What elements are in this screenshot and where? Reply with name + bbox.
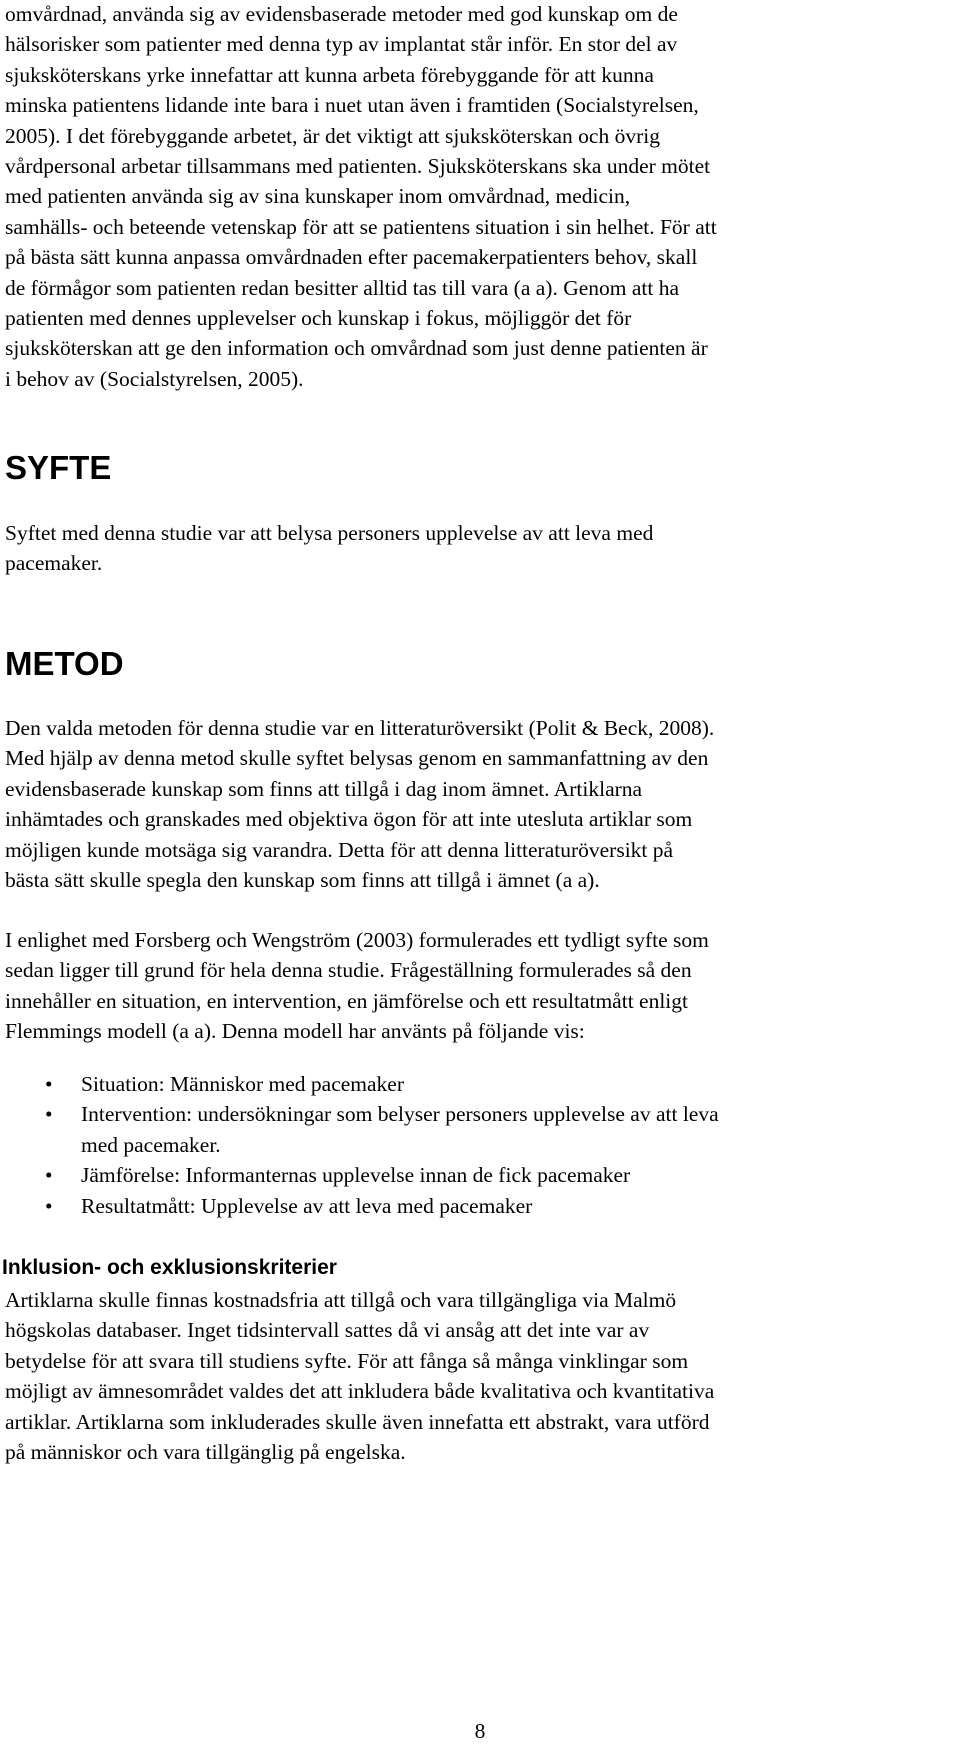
- text-line: I enlighet med Forsberg och Wengström (2003) formulerades ett tydligt syfte som: [5, 928, 709, 952]
- inklusion-heading: Inklusion- och exklusionskriterier: [2, 1256, 337, 1279]
- list-item: [5, 1191, 950, 1221]
- inklusion-paragraph: [5, 1285, 714, 1467]
- text-line: inhämtades och granskades med objektiva ögon för att inte utesluta artiklar som: [5, 807, 693, 832]
- text-line: artiklar. Artiklarna som inkluderades skulle även innefatta ett abstrakt, vara utförd: [5, 1409, 710, 1434]
- text-line: sjuksköterskan att ge den information och omvårdnad som just denne patienten är: [5, 336, 708, 361]
- text-line: sedan ligger till grund för hela denna studie. Frågeställning formulerades så den: [5, 958, 692, 983]
- text-line: Jämförelse: Informanternas upplevelse innan de fick pacemaker: [81, 1163, 631, 1188]
- text-line: med patienten använda sig av sina kunskaper inom omvårdnad, medicin,: [5, 184, 631, 209]
- text-line: minska patientens lidande inte bara i nuet utan även i framtiden (Socialstyrelsen,: [5, 93, 699, 118]
- list-item: [5, 1069, 950, 1099]
- text-line: Den valda metoden för denna studie var en litteraturöversikt (Polit & Beck, 2008).: [5, 716, 715, 740]
- intro-paragraph: [5, 0, 717, 394]
- metod-paragraph-2: [5, 925, 709, 1047]
- text-line: med pacemaker.: [81, 1132, 221, 1157]
- text-line: 2005). I det förebyggande arbetet, är det viktigt att sjuksköterskan och övrig: [5, 123, 660, 148]
- text-line: innehåller en situation, en intervention, en jämförelse och ett resultatmått enligt: [5, 988, 689, 1013]
- bullet-icon: •: [45, 1193, 53, 1218]
- text-line: Flemmings modell (a a). Denna modell har använts på följande vis:: [5, 1019, 585, 1044]
- text-line: Med hjälp av denna metod skulle syftet belysas genom en sammanfattning av den: [5, 746, 709, 771]
- text-line: möjligt av ämnesområdet valdes det att inkludera både kvalitativa och kvantitativa: [5, 1379, 715, 1404]
- text-line: i behov av (Socialstyrelsen, 2005).: [5, 366, 304, 391]
- text-line: bästa sätt skulle spegla den kunskap som finns att tillgå i ämnet (a a).: [5, 868, 600, 893]
- text-line: Intervention: undersökningar som belyser personers upplevelse av att leva: [81, 1102, 719, 1127]
- text-line: de förmågor som patienten redan besitter alltid tas till vara (a a). Genom att ha: [5, 275, 680, 300]
- list-item: [5, 1160, 950, 1190]
- text-line: samhälls- och beteende vetenskap för att se patientens situation i sin helhet. För att: [5, 214, 717, 239]
- list-item: [5, 1099, 950, 1160]
- text-line: på bästa sätt kunna anpassa omvårdnaden efter pacemakerpatienters behov, skall: [5, 245, 698, 270]
- text-line: vårdpersonal arbetar tillsammans med patienten. Sjuksköterskans ska under mötet: [5, 154, 711, 179]
- text-line: Situation: Människor med pacemaker: [81, 1072, 405, 1096]
- bullet-icon: •: [45, 1163, 53, 1188]
- metod-heading: METOD: [5, 645, 124, 682]
- syfte-paragraph: [5, 518, 653, 579]
- text-line: Syftet med denna studie var att belysa personers upplevelse av att leva med: [5, 521, 654, 545]
- text-line: patienten med dennes upplevelser och kunskap i fokus, möjliggör det för: [5, 306, 632, 331]
- text-line: högskolas databaser. Inget tidsintervall sattes då vi ansåg att det inte var av: [5, 1318, 650, 1343]
- model-bullet-list: [5, 1069, 950, 1221]
- page-number: 8: [474, 1719, 486, 1743]
- text-line: sjuksköterskans yrke innefattar att kunna arbeta förebyggande för att kunna: [5, 62, 654, 87]
- metod-paragraph-1: [5, 713, 714, 895]
- text-line: evidensbaserade kunskap som finns att tillgå i dag inom ämnet. Artiklarna: [5, 776, 643, 801]
- text-line: möjligen kunde motsäga sig varandra. Detta för att denna litteraturöversikt på: [5, 837, 674, 862]
- text-line: pacemaker.: [5, 551, 103, 576]
- bullet-icon: •: [45, 1102, 53, 1127]
- text-line: Resultatmått: Upplevelse av att leva med pacemaker: [81, 1193, 533, 1218]
- text-line: Artiklarna skulle finnas kostnadsfria att tillgå och vara tillgängliga via Malmö: [5, 1288, 677, 1312]
- text-line: betydelse för att svara till studiens syfte. För att fånga så många vinklingar som: [5, 1348, 689, 1373]
- text-line: på människor och vara tillgänglig på engelska.: [5, 1440, 406, 1465]
- text-line: omvårdnad, använda sig av evidensbaserade metoder med god kunskap om de: [5, 2, 678, 26]
- bullet-icon: •: [45, 1072, 53, 1096]
- syfte-heading: SYFTE: [5, 449, 112, 486]
- text-line: hälsorisker som patienter med denna typ av implantat står inför. En stor del av: [5, 32, 678, 57]
